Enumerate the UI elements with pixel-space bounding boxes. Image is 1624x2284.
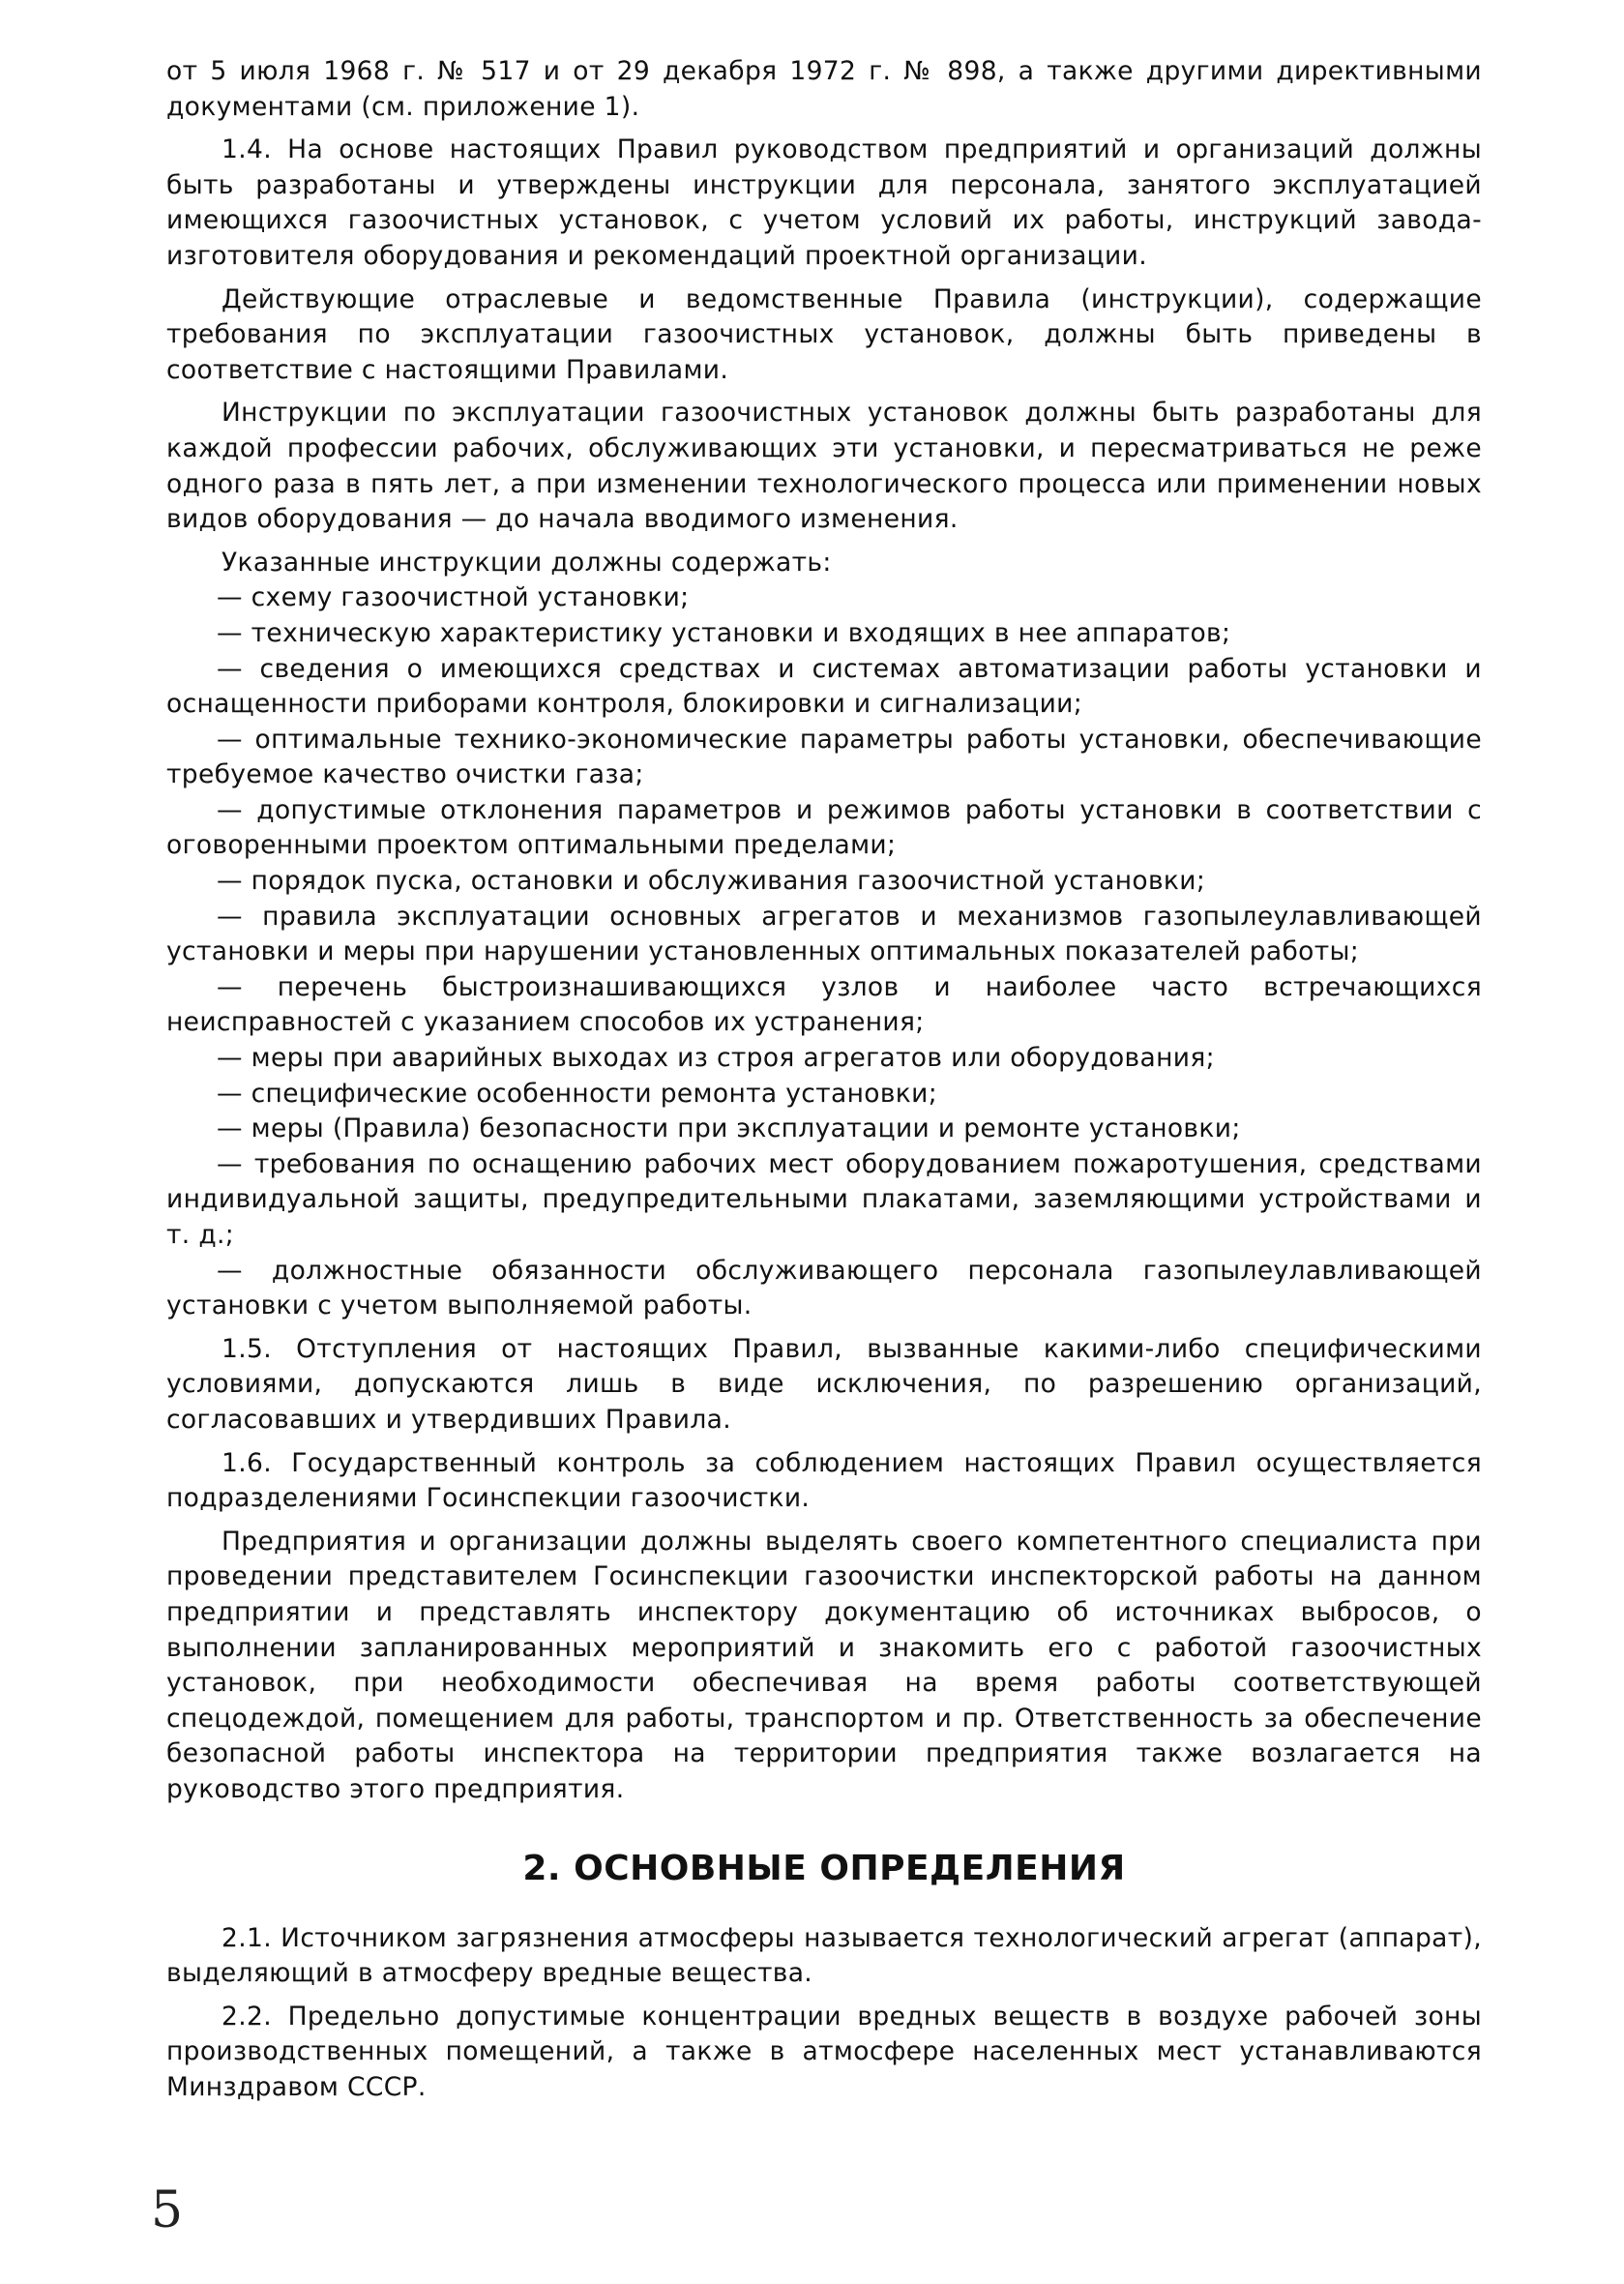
- p-instr: Инструкции по эксплуатации газоочистных установок должны быть разработаны для каждой профессии рабочих, обслуживающих эти установки, и пересматриваться не реже одного раза в пять лет, а при изменении технологического процесса или применении новых видов оборудования — до начала вводимого изменения.: [166, 398, 1482, 535]
- p-rules: Действующие отраслевые и ведомственные Правила (инструкции), содержащие требования по эксплуатации газоочистных установок, должны быть приведены в соответствие с настоящими Правилами.: [166, 283, 1482, 385]
- p-1-5: 1.5. Отступления от настоящих Правил, вызванные какими-либо специфическими условиями, допускаются лишь в виде исключения, по разрешению организаций, согласовавших и утвердивших Правила.: [166, 1333, 1482, 1435]
- page-number: 5: [151, 2181, 184, 2240]
- item-4: — оптимальные технико-экономические параметры работы установки, обеспечивающие требуемое качество очистки газа;: [166, 724, 1482, 790]
- section-heading: 2. ОСНОВНЫЕ ОПРЕДЕЛЕНИЯ: [522, 1848, 1126, 1888]
- p-1-6: 1.6. Государственный контроль за соблюдением настоящих Правил осуществляется подразделениями Госинспекции газоочистки.: [166, 1447, 1482, 1514]
- p-enterprises: Предприятия и организации должны выделять своего компетентного специалиста при проведении представителем Госинспекции газоочистки инспекторской работы на данном предприятии и представлять инспектору документацию об источниках выбросов, о выполнении запланированных мероприятий и знакомить его с работой газоочистных установок, при необходимости обеспечивая на время работы соответствующей спецодеждой, помещением для работы, транспортом и пр. Ответственность за обеспечение безопасной работы инспектора на территории предприятия также возлагается на руководство этого предприятия.: [166, 1526, 1482, 1804]
- item-8: — перечень быстроизнашивающихся узлов и наиболее часто встречающихся неисправностей с указанием способов их устранения;: [166, 971, 1482, 1038]
- item-9: — меры при аварийных выходах из строя агрегатов или оборудования;: [217, 1043, 1215, 1074]
- item-10: — специфические особенности ремонта установки;: [217, 1078, 938, 1109]
- p-intro: от 5 июля 1968 г. № 517 и от 29 декабря 1972 г. № 898, а также другими директивными документами (см. приложение 1).: [166, 56, 1482, 122]
- item-11: — меры (Правила) безопасности при эксплуатации и ремонте установки;: [217, 1113, 1241, 1144]
- body-text-after-heading: [166, 1921, 1482, 2106]
- item-5: — допустимые отклонения параметров и режимов работы установки в соответствии с оговоренными проектом оптимальными пределами;: [166, 794, 1482, 861]
- item-13: — должностные обязанности обслуживающего персонала газопылеулавливающей установки с учетом выполняемой работы.: [166, 1255, 1482, 1321]
- p-2-2: 2.2. Предельно допустимые концентрации вредных веществ в воздухе рабочей зоны производственных помещений, а также в атмосфере населенных мест устанавливаются Минздравом СССР.: [166, 2001, 1482, 2102]
- item-3: — сведения о имеющихся средствах и системах автоматизации работы установки и оснащенности приборами контроля, блокировки и сигнализации;: [166, 653, 1482, 720]
- item-6: — порядок пуска, остановки и обслуживания газоочистной установки;: [217, 866, 1206, 897]
- item-2: — техническую характеристику установки и входящих в нее аппаратов;: [217, 617, 1231, 648]
- body-text-before-heading: [166, 54, 1482, 1808]
- document-page: [166, 54, 1482, 2105]
- item-7: — правила эксплуатации основных агрегатов и механизмов газопылеулавливающей установки и меры при нарушении установленных оптимальных показателей работы;: [166, 901, 1482, 967]
- p-2-1: 2.1. Источником загрязнения атмосферы называется технологический агрегат (аппарат), выделяющий в атмосферу вредные вещества.: [166, 1922, 1482, 1989]
- item-1: — схему газоочистной установки;: [217, 582, 690, 613]
- item-12: — требования по оснащению рабочих мест оборудованием пожаротушения, средствами индивидуальной защиты, предупредительными плакатами, заземляющими устройствами и т. д.;: [166, 1148, 1482, 1250]
- p-1-4: 1.4. На основе настоящих Правил руководством предприятий и организаций должны быть разработаны и утверждены инструкции для персонала, занятого эксплуатацией имеющихся газоочистных установок, с учетом условий их работы, инструкций завода-изготовителя оборудования и рекомендаций проектной организации.: [166, 134, 1482, 271]
- p-contain: Указанные инструкции должны содержать:: [221, 547, 832, 578]
